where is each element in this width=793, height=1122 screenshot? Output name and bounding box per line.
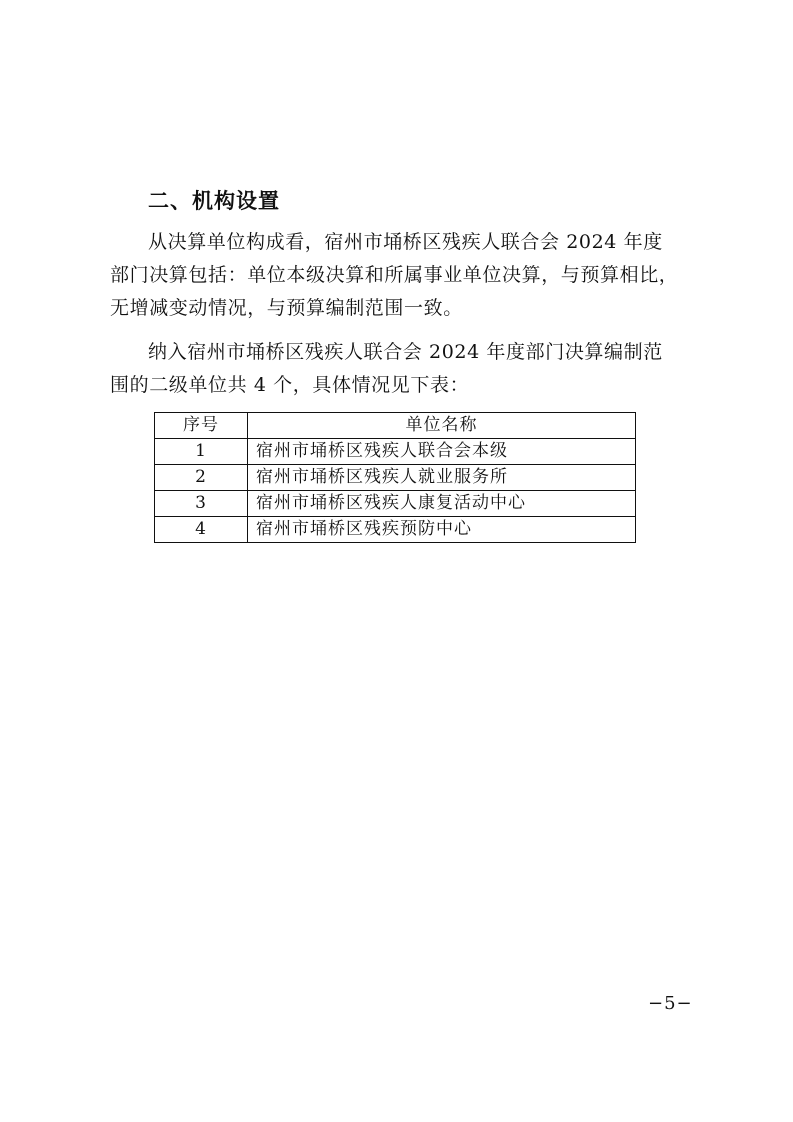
page-number: −5− [648, 993, 693, 1014]
paragraph-secondary-units [110, 336, 690, 402]
cell-unit-name: 宿州市埇桥区残疾预防中心 [248, 517, 636, 543]
cell-unit-name: 宿州市埇桥区残疾人就业服务所 [248, 465, 636, 491]
cell-unit-name: 宿州市埇桥区残疾人联合会本级 [248, 439, 636, 465]
table-row [155, 439, 636, 465]
paragraph-unit-composition [110, 226, 690, 325]
header-serial-number: 序号 [155, 413, 248, 439]
paragraph-line: 纳入宿州市埇桥区残疾人联合会 2024 年度部门决算编制范 [148, 341, 663, 363]
cell-serial-number: 4 [155, 517, 248, 543]
cell-serial-number: 3 [155, 491, 248, 517]
table-row [155, 517, 636, 543]
paragraph-line: 围的二级单位共 4 个，具体情况见下表： [110, 374, 470, 396]
paragraph-line: 无增减变动情况，与预算编制范围一致。 [110, 297, 463, 319]
table-row [155, 491, 636, 517]
header-unit-name: 单位名称 [248, 413, 636, 439]
cell-unit-name: 宿州市埇桥区残疾人康复活动中心 [248, 491, 636, 517]
cell-serial-number: 1 [155, 439, 248, 465]
table-header-row [155, 413, 636, 439]
table-row [155, 465, 636, 491]
paragraph-line: 从决算单位构成看，宿州市埇桥区残疾人联合会 2024 年度 [148, 231, 663, 253]
paragraph-line: 部门决算包括：单位本级决算和所属事业单位决算，与预算相比， [110, 264, 679, 286]
cell-serial-number: 2 [155, 465, 248, 491]
secondary-units-table [154, 412, 636, 543]
section-heading: 二、机构设置 [148, 189, 280, 213]
